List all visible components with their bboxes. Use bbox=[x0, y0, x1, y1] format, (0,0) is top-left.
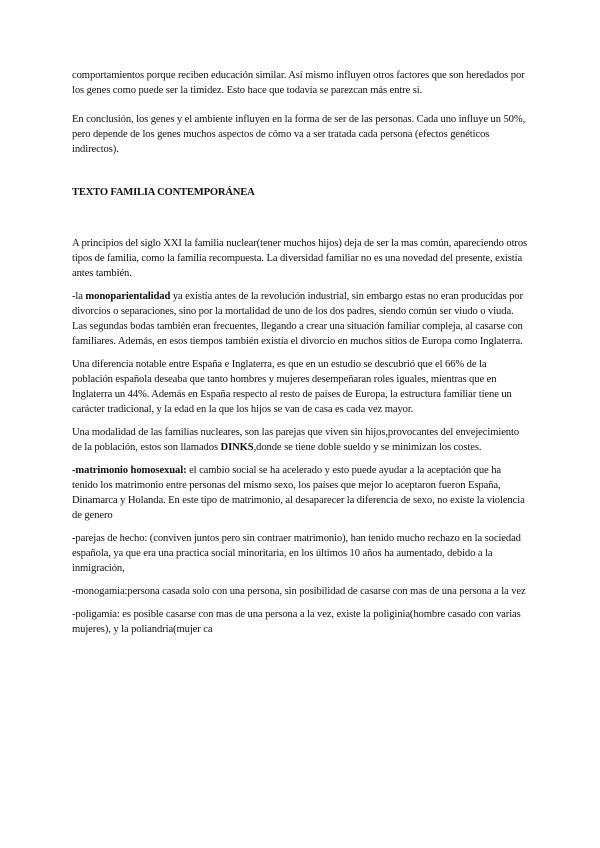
dinks-after: ,donde se tiene doble sueldo y se minimizan los costes. bbox=[253, 442, 482, 453]
paragraph-conclusion: En conclusión, los genes y el ambiente influyen en la forma de ser de las personas. Cada uno influye un 50%, pero depende de los genes muchos aspectos de cómo va a ser tratada cada persona (efectos genéticos indirectos). bbox=[72, 114, 526, 155]
paragraph-matrimonio-homosexual bbox=[72, 463, 528, 523]
mono-text: ya existía antes de la revolución industrial, sin embargo estas no eran producidas por divorcios o separaciones, sino por la mortalidad de uno de los dos padres, siendo común ser viudo o viuda. Las segundas bodas también eran frecuentes, llegando a crear una situación familiar compleja, al casarse con familiares. Además, en esos tiempos también existía el divorcio en muchos sitios de Europa como Inglaterra. bbox=[72, 291, 523, 347]
paragraph-parejas-de-hecho: -parejas de hecho: (conviven juntos pero sin contraer matrimonio), han tenido mucho rechazo en la sociedad española, ya que era una practica social minoritaria, en los últimos 10 años ha aumentado, debido a la inmigración, bbox=[72, 533, 521, 574]
paragraph-diferencia: Una diferencia notable entre España e Inglaterra, es que en un estudio se descubrió que el 66% de la población española deseaba que tanto hombres y mujeres desempeñaran roles iguales, mientras que en Inglaterra un 44%. Además en España respecto al resto de países de Europa, la estructura familiar tiene un carácter tradicional, y la edad en la que los hijos se van de casa es cada vez mayor. bbox=[72, 359, 512, 415]
paragraph-monoparientalidad bbox=[72, 289, 528, 349]
paragraph-poligamia: -poligamia: es posible casarse con mas de una persona a la vez, existe la poliginia(hombre casado con varias mujeres), y la poliandria(mujer ca bbox=[72, 609, 521, 635]
paragraph-dinks bbox=[72, 425, 528, 455]
homo-text: el cambio social se ha acelerado y esto puede ayudar a la aceptación que ha tenido los matrimonio entre personas del mismo sexo, los países que mejor lo aceptaron fueron España, Dinamarca y Holanda. En este tipo de matrimonio, al desaparecer la diferencia de sexo, no existe la violencia de genero bbox=[72, 465, 525, 521]
homo-term: -matrimonio homosexual: bbox=[72, 465, 187, 476]
section-heading: TEXTO FAMILIA CONTEMPORÁNEA bbox=[72, 187, 255, 198]
paragraph-intro: A principios del siglo XXI la familia nuclear(tener muchos hijos) deja de ser la mas común, apareciendo otros tipos de familia, como la familia recompuesta. La diversidad familiar no es una novedad del presente, existía antes también. bbox=[72, 238, 528, 279]
dinks-term: DINKS bbox=[220, 442, 254, 453]
mono-prefix: -la bbox=[72, 291, 86, 302]
mono-term: monoparientalidad bbox=[85, 291, 171, 302]
paragraph-monogamia: -monogamia:persona casada solo con una persona, sin posibilidad de casarse con mas de una persona a la vez bbox=[72, 586, 526, 597]
paragraph-continuation: comportamientos porque reciben educación similar. Así mismo influyen otros factores que son heredados por los genes como puede ser la timidez. Esto hace que todavía se parezcan más entre sí. bbox=[72, 70, 525, 96]
dinks-before: Una modalidad de las familias nucleares, son las parejas que viven sin hijos,provocantes del envejecimiento de la población, estos son llamados bbox=[72, 427, 520, 453]
